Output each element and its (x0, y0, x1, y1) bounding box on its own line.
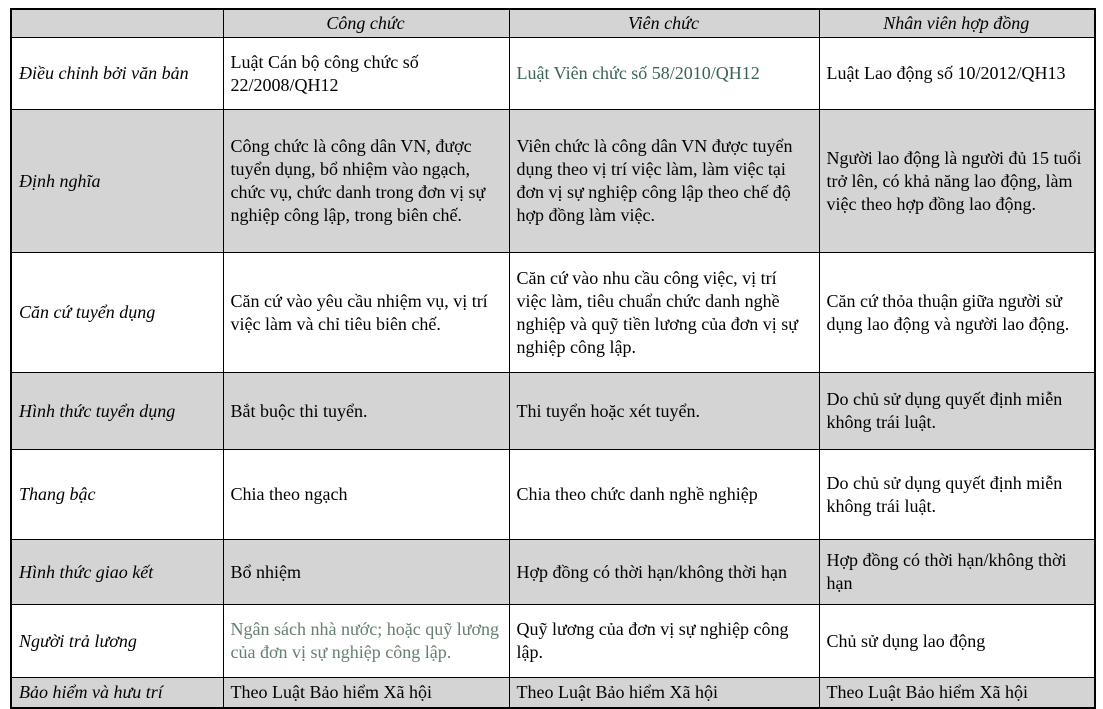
header-cell-vien-chuc: Viên chức (509, 9, 819, 38)
cell-hop-dong: Hợp đồng có thời hạn/không thời hạn (819, 540, 1095, 605)
cell-vien-chuc: Thi tuyển hoặc xét tuyển. (509, 373, 819, 450)
cell-cong-chuc: Theo Luật Bảo hiểm Xã hội (223, 678, 509, 708)
table-row (11, 450, 1095, 540)
cell-vien-chuc: Chia theo chức danh nghề nghiệp (509, 450, 819, 540)
comparison-table (10, 8, 1096, 709)
table-row (11, 38, 1095, 110)
cell-cong-chuc: Bắt buộc thi tuyển. (223, 373, 509, 450)
table-header (11, 9, 1095, 38)
header-cell-cong-chuc: Công chức (223, 9, 509, 38)
cell-hop-dong: Chủ sử dụng lao động (819, 605, 1095, 678)
cell-vien-chuc: Quỹ lương của đơn vị sự nghiệp công lập. (509, 605, 819, 678)
row-label: Thang bậc (11, 450, 223, 540)
cell-cong-chuc: Căn cứ vào yêu cầu nhiệm vụ, vị trí việc làm và chỉ tiêu biên chế. (223, 253, 509, 373)
comparison-table-container (10, 8, 1096, 709)
table-row (11, 253, 1095, 373)
table-row (11, 605, 1095, 678)
row-label: Điều chỉnh bởi văn bản (11, 38, 223, 110)
cell-cong-chuc: Bổ nhiệm (223, 540, 509, 605)
row-label: Căn cứ tuyển dụng (11, 253, 223, 373)
cell-hop-dong: Người lao động là người đủ 15 tuổi trở lên, có khả năng lao động, làm việc theo hợp đồng lao động. (819, 110, 1095, 253)
cell-vien-chuc: Viên chức là công dân VN được tuyển dụng theo vị trí việc làm, làm việc tại đơn vị sự nghiệp công lập theo chế độ hợp đồng làm việc. (509, 110, 819, 253)
cell-hop-dong: Theo Luật Bảo hiểm Xã hội (819, 678, 1095, 708)
table-row (11, 678, 1095, 708)
cell-cong-chuc: Luật Cán bộ công chức số 22/2008/QH12 (223, 38, 509, 110)
header-row (11, 9, 1095, 38)
cell-cong-chuc: Chia theo ngạch (223, 450, 509, 540)
cell-hop-dong: Do chủ sử dụng quyết định miễn không trái luật. (819, 373, 1095, 450)
table-row (11, 540, 1095, 605)
row-label: Bảo hiểm và hưu trí (11, 678, 223, 708)
header-cell-nhan-vien-hop-dong: Nhân viên hợp đồng (819, 9, 1095, 38)
cell-vien-chuc: Căn cứ vào nhu cầu công việc, vị trí việc làm, tiêu chuẩn chức danh nghề nghiệp và quỹ tiền lương của đơn vị sự nghiệp công lập. (509, 253, 819, 373)
cell-cong-chuc: Ngân sách nhà nước; hoặc quỹ lương của đơn vị sự nghiệp công lập. (223, 605, 509, 678)
row-label: Định nghĩa (11, 110, 223, 253)
table-row (11, 110, 1095, 253)
table-row (11, 373, 1095, 450)
cell-vien-chuc: Hợp đồng có thời hạn/không thời hạn (509, 540, 819, 605)
cell-vien-chuc: Luật Viên chức số 58/2010/QH12 (509, 38, 819, 110)
row-label: Hình thức tuyển dụng (11, 373, 223, 450)
cell-hop-dong: Luật Lao động số 10/2012/QH13 (819, 38, 1095, 110)
row-label: Người trả lương (11, 605, 223, 678)
cell-cong-chuc: Công chức là công dân VN, được tuyển dụng, bổ nhiệm vào ngạch, chức vụ, chức danh trong đơn vị sự nghiệp công lập, trong biên chế. (223, 110, 509, 253)
cell-hop-dong: Căn cứ thỏa thuận giữa người sử dụng lao động và người lao động. (819, 253, 1095, 373)
header-cell-empty (11, 9, 223, 38)
cell-vien-chuc: Theo Luật Bảo hiểm Xã hội (509, 678, 819, 708)
row-label: Hình thức giao kết (11, 540, 223, 605)
cell-hop-dong: Do chủ sử dụng quyết định miễn không trái luật. (819, 450, 1095, 540)
